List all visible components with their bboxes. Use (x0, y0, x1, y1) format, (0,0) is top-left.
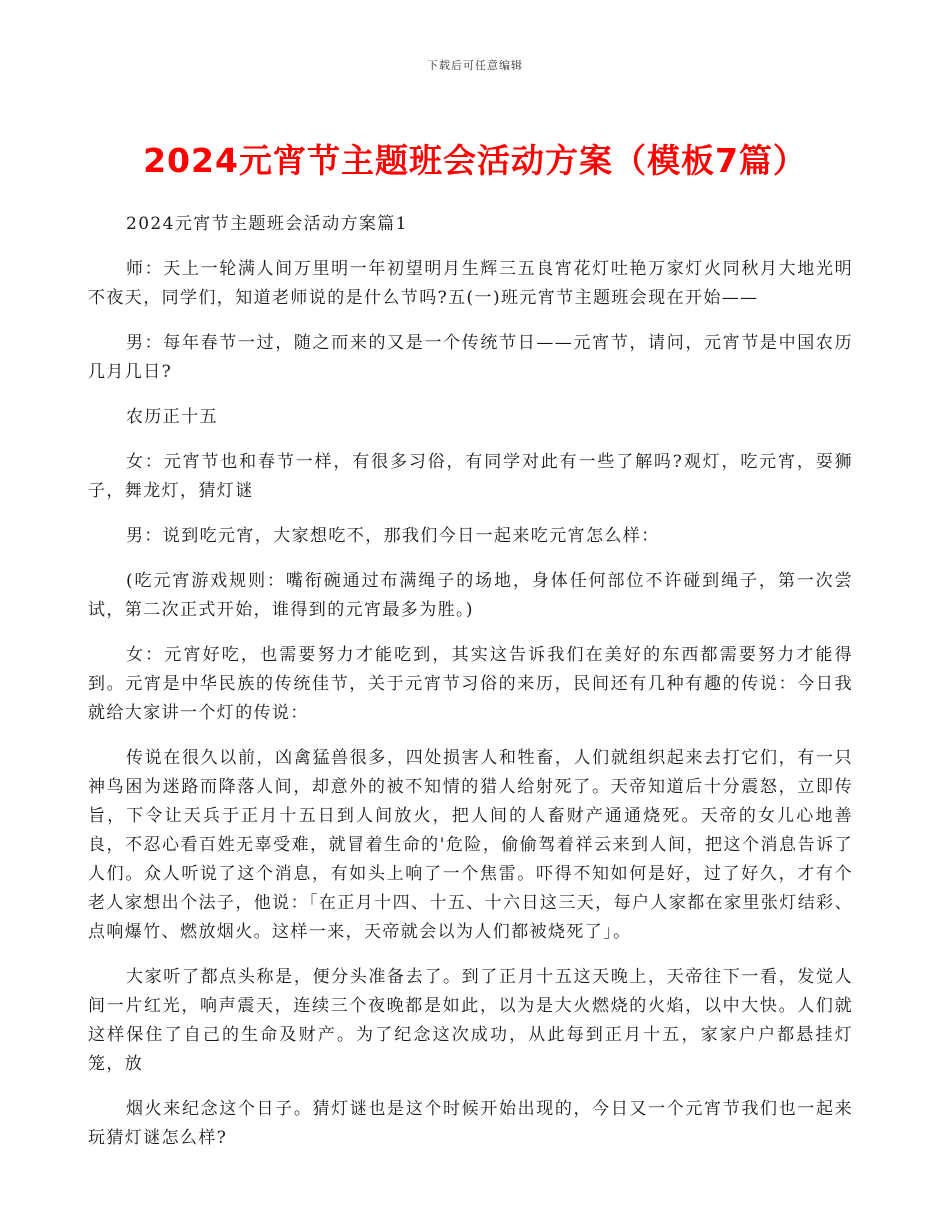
section-heading: 2024元宵节主题班会活动方案篇1 (126, 214, 408, 234)
paragraph: 农历正十五 (126, 407, 218, 427)
paragraph: 传说在很久以前，凶禽猛兽很多，四处损害人和牲畜，人们就组织起来去打它们，有一只神鸟困为迷路而降落人间，却意外的被不知情的猎人给射死了。天帝知道后十分震怒，立即传旨，下令让天兵于正月十五日到人间放火，把人间的人畜财产通通烧死。天帝的女儿心地善良，不忍心看百姓无辜受难，就冒着生命的'危险，偷偷驾着祥云来到人间，把这个消息告诉了人们。众人听说了这个消息，有如头上响了一个焦雷。吓得不知如何是好，过了好久，才有个老人家想出个法子，他说：「在正月十四、十五、十六日这三天，每户人家都在家里张灯结彩、点响爆竹、燃放烟火。这样一来，天帝就会以为人们都被烧死了」。 (88, 748, 853, 942)
paragraph: (吃元宵游戏规则：嘴衔碗通过布满绳子的场地，身体任何部位不许碰到绳子，第一次尝试，第二次正式开始，谁得到的元宵最多为胜。) (88, 571, 853, 620)
paragraph: 女：元宵节也和春节一样，有很多习俗，有同学对此有一些了解吗?观灯，吃元宵，耍狮子，舞龙灯，猜灯谜 (88, 452, 853, 501)
document-body (88, 210, 853, 1169)
paragraph: 大家听了都点头称是，便分头准备去了。到了正月十五这天晚上，天帝往下一看，发觉人间一片红光，响声震天，连续三个夜晚都是如此，以为是大火燃烧的火焰，以中大快。人们就这样保住了自己的生命及财产。为了纪念这次成功，从此每到正月十五，家家户户都悬挂灯笼，放 (88, 967, 853, 1074)
document-title: 2024元宵节主题班会活动方案（模板7篇） (143, 141, 807, 180)
paragraph: 男：说到吃元宵，大家想吃不，那我们今日一起来吃元宵怎么样： (126, 526, 660, 546)
paragraph: 烟火来纪念这个日子。猜灯谜也是这个时候开始出现的，今日又一个元宵节我们也一起来玩猜灯谜怎么样? (88, 1099, 853, 1148)
header-note: 下载后可任意编辑 (427, 59, 523, 72)
paragraph: 师：天上一轮满人间万里明一年初望明月生辉三五良宵花灯吐艳万家灯火同秋月大地光明不夜天，同学们，知道老师说的是什么节吗?五(一)班元宵节主题班会现在开始—— (88, 259, 853, 308)
paragraph: 男：每年春节一过，随之而来的又是一个传统节日——元宵节，请问，元宵节是中国农历几月几日? (88, 333, 853, 382)
paragraph: 女：元宵好吃，也需要努力才能吃到，其实这告诉我们在美好的东西都需要努力才能得到。元宵是中华民族的传统佳节，关于元宵节习俗的来历，民间还有几种有趣的传说：今日我就给大家讲一个灯的传说： (88, 645, 853, 723)
